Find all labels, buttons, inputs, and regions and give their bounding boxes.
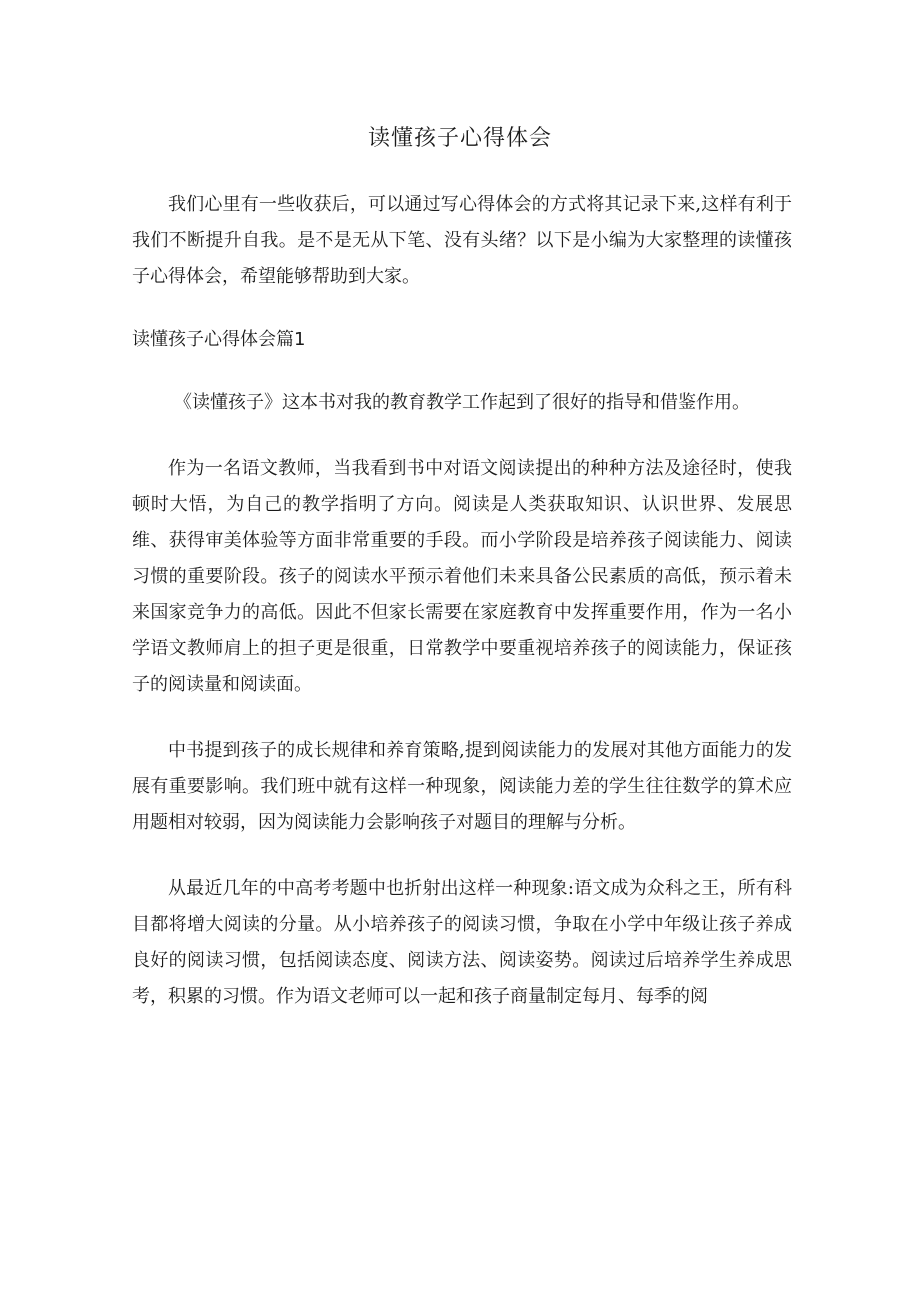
section-heading: 读懂孩子心得体会篇1 [132,329,306,350]
body-paragraph-1: 《读懂孩子》这本书对我的教育教学工作起到了很好的指导和借鉴作用。 [174,392,750,413]
body-paragraph-2: 作为一名语文教师，当我看到书中对语文阅读提出的种种方法及途径时，使我顿时大悟，为自己的教学指明了方向。阅读是人类获取知识、认识世界、发展思维、获得审美体验等方面非常重要的手段。而小学阶段是培养孩子阅读能力、阅读习惯的重要阶段。孩子的阅读水平预示着他们未来具备公民素质的高低，预示着未来国家竞争力的高低。因此不但家长需要在家庭教育中发挥重要作用，作为一名小学语文教师肩上的担子更是很重，日常教学中要重视培养孩子的阅读能力，保证孩子的阅读量和阅读面。 [132,458,792,695]
document-body [132,187,792,1045]
body-paragraph-3: 中书提到孩子的成长规律和养育策略,提到阅读能力的发展对其他方面能力的发展有重要影响。我们班中就有这样一种现象，阅读能力差的学生往往数学的算术应用题相对较弱，因为阅读能力会影响孩子对题目的理解与分析。 [132,740,792,833]
intro-paragraph: 我们心里有一些收获后，可以通过写心得体会的方式将其记录下来,这样有利于我们不断提升自我。是不是无从下笔、没有头绪？以下是小编为大家整理的读懂孩子心得体会，希望能够帮助到大家。 [132,194,792,287]
body-paragraph-4: 从最近几年的中高考考题中也折射出这样一种现象:语文成为众科之王，所有科目都将增大阅读的分量。从小培养孩子的阅读习惯，争取在小学中年级让孩子养成良好的阅读习惯，包括阅读态度、阅读方法、阅读姿势。阅读过后培养学生养成思考，积累的习惯。作为语文老师可以一起和孩子商量制定每月、每季的阅 [132,878,792,1007]
document-title: 读懂孩子心得体会 [367,126,552,151]
